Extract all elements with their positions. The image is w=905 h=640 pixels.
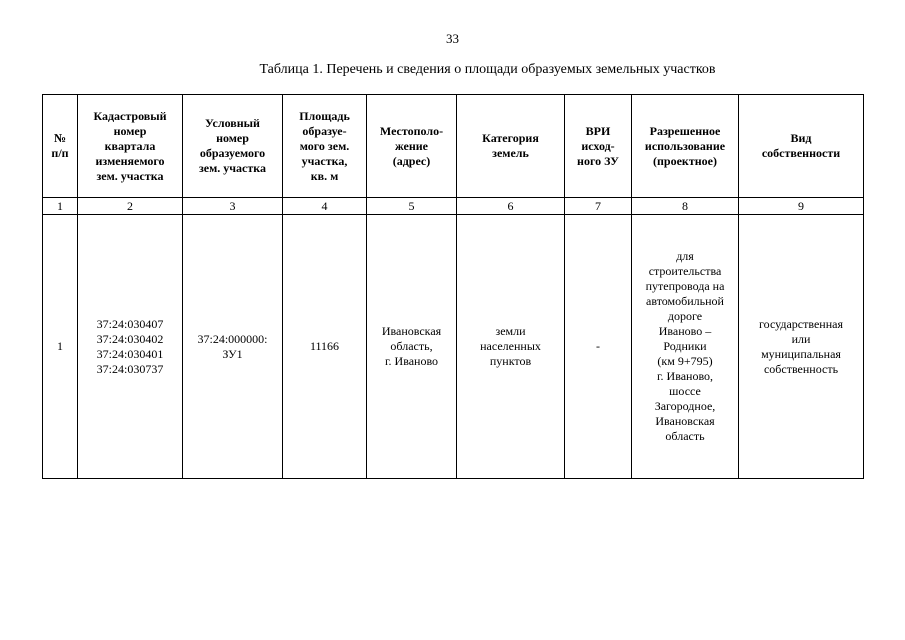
cell-line: номер xyxy=(113,123,147,138)
cell-line: или xyxy=(791,331,811,346)
cell-line: собственности xyxy=(761,146,841,160)
cell-line: п/п xyxy=(51,146,69,160)
cell-line: г. Иваново, xyxy=(656,369,714,383)
cell-line: 37:24:030407 xyxy=(96,316,164,331)
cell-line: исход- xyxy=(581,138,615,153)
cell-line: квартала xyxy=(104,138,156,153)
cell-line: зем. участка xyxy=(96,168,164,183)
header-row xyxy=(43,95,864,198)
page-number: 33 xyxy=(446,31,459,46)
column-number: 2 xyxy=(78,198,183,215)
cell-category xyxy=(457,215,565,479)
cell-line: кв. м xyxy=(310,168,339,183)
cell-line: ного ЗУ xyxy=(577,153,619,168)
cell-line: Ивановская xyxy=(381,324,442,338)
cell-line: шоссе xyxy=(669,384,701,398)
cell-line: Категория xyxy=(482,131,539,145)
column-number: 6 xyxy=(457,198,565,215)
cell-line: для xyxy=(676,249,694,263)
cell-line: пунктов xyxy=(489,354,532,368)
cell-line: 37:24:030401 xyxy=(96,346,164,361)
header-cell-ownership xyxy=(739,95,864,198)
cell-line: ЗУ1 xyxy=(222,346,243,361)
cell-line: Условный xyxy=(205,116,260,130)
header-cell-permitted-use xyxy=(632,95,739,198)
cell-ownership xyxy=(739,215,864,479)
cell-line: собственность xyxy=(763,361,839,376)
cell-line: использование xyxy=(644,138,726,153)
table-caption: Таблица 1. Перечень и сведения о площади образуемых земельных участков xyxy=(259,62,716,77)
cell-line: мого зем. xyxy=(299,138,350,153)
land-plots-table xyxy=(42,94,864,479)
cell-line: жение xyxy=(394,138,429,153)
cell-permitted-use xyxy=(632,215,739,479)
cell-line: 37:24:030402 xyxy=(96,331,164,346)
header-cell-location xyxy=(367,95,457,198)
cell-line: государственная xyxy=(759,316,843,331)
cell-line: земель xyxy=(492,146,529,160)
cell-line: Иваново – xyxy=(658,324,712,338)
cell-location xyxy=(367,215,457,479)
cell-line: Родники xyxy=(663,339,707,353)
cell-line: строительства xyxy=(648,264,722,278)
header-cell-conditional-number xyxy=(183,95,283,198)
cell-line: зем. участка xyxy=(198,161,267,175)
cell-index: 1 xyxy=(43,215,78,479)
cell-line: Вид xyxy=(790,131,812,145)
column-number: 3 xyxy=(183,198,283,215)
header-cell-area xyxy=(283,95,367,198)
header-cell-cadastral xyxy=(78,95,183,198)
cell-line: номер xyxy=(216,131,249,145)
cell-cadastral-quarters xyxy=(78,215,183,479)
column-number: 8 xyxy=(632,198,739,215)
table-row xyxy=(43,215,864,479)
cell-line: № xyxy=(53,131,67,145)
cell-line: (км 9+795) xyxy=(657,354,713,368)
cell-line: Ивановская xyxy=(655,414,715,428)
cell-line: изменяемого xyxy=(95,153,165,168)
cell-line: земли xyxy=(495,324,526,338)
cell-line: (адрес) xyxy=(392,153,431,168)
cell-line: участка, xyxy=(301,153,348,168)
column-number: 5 xyxy=(367,198,457,215)
cell-line: образуе- xyxy=(302,123,347,138)
header-cell-vri xyxy=(565,95,632,198)
column-number: 9 xyxy=(739,198,864,215)
cell-line: Загородное, xyxy=(654,399,716,413)
column-number-row xyxy=(43,198,864,215)
column-number: 1 xyxy=(43,198,78,215)
cell-conditional-number xyxy=(183,215,283,479)
cell-line: Местополо- xyxy=(379,123,444,138)
cell-line: г. Иваново xyxy=(384,354,439,368)
header-cell-category xyxy=(457,95,565,198)
cell-area: 11166 xyxy=(283,215,367,479)
cell-line: Разрешенное xyxy=(649,123,721,138)
cell-line: автомобильной xyxy=(646,294,724,308)
header-cell-index xyxy=(43,95,78,198)
column-number: 4 xyxy=(283,198,367,215)
cell-line: (проектное) xyxy=(653,153,717,168)
cell-line: Кадастровый xyxy=(93,108,167,123)
cell-line: 37:24:000000: xyxy=(197,331,268,346)
cell-line: область, xyxy=(390,339,433,353)
cell-line: ВРИ xyxy=(585,123,611,138)
cell-line: муниципальная xyxy=(761,346,841,361)
cell-line: образуемого xyxy=(199,146,266,160)
cell-line: Площадь xyxy=(299,108,350,123)
cell-line: 37:24:030737 xyxy=(96,361,164,376)
cell-vri-original: - xyxy=(565,215,632,479)
cell-line: населенных xyxy=(480,339,541,353)
cell-line: область xyxy=(665,429,705,443)
cell-line: дороге xyxy=(667,309,703,323)
cell-line: путепровода на xyxy=(645,279,725,293)
column-number: 7 xyxy=(565,198,632,215)
